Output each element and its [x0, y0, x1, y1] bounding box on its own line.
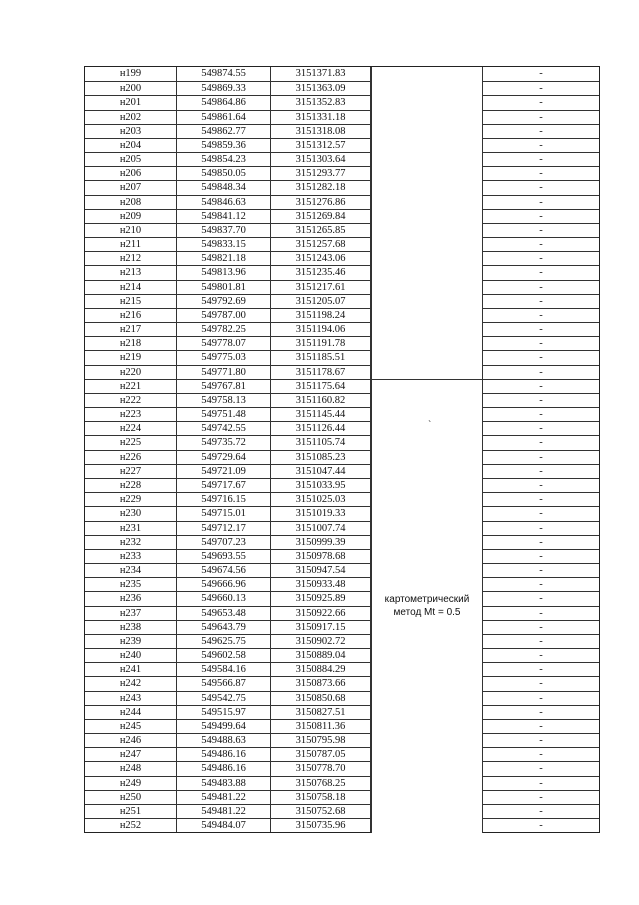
point-id-cell: н220	[85, 366, 177, 379]
y-coordinate-cell: 3150778.70	[271, 762, 371, 775]
x-coordinate-cell: 549488.63	[177, 734, 271, 747]
y-coordinate-cell: 3151282.18	[271, 181, 371, 194]
point-id-cell: н211	[85, 238, 177, 251]
y-coordinate-cell: 3151265.85	[271, 224, 371, 237]
x-coordinate-cell: 549758.13	[177, 394, 271, 407]
point-id-cell: н228	[85, 479, 177, 492]
coordinates-table	[84, 66, 600, 833]
x-coordinate-cell: 549602.58	[177, 649, 271, 662]
y-coordinate-cell: 3151198.24	[271, 309, 371, 322]
point-id-cell: н219	[85, 351, 177, 364]
remark-cell: -	[539, 763, 543, 775]
table-row	[85, 606, 599, 620]
remark-cell: -	[539, 380, 543, 392]
point-id-cell: н213	[85, 266, 177, 279]
x-coordinate-cell: 549735.72	[177, 436, 271, 449]
x-coordinate-cell: 549850.05	[177, 167, 271, 180]
point-id-cell: н252	[85, 819, 177, 832]
x-coordinate-cell: 549837.70	[177, 224, 271, 237]
remark-cell: -	[539, 83, 543, 95]
y-coordinate-cell: 3150795.98	[271, 734, 371, 747]
y-coordinate-cell: 3150735.96	[271, 819, 371, 832]
table-row	[85, 195, 599, 209]
remark-cell: -	[539, 650, 543, 662]
remark-cell: -	[539, 68, 543, 79]
table-row	[85, 67, 599, 81]
point-id-cell: н229	[85, 493, 177, 506]
y-coordinate-cell: 3150850.68	[271, 692, 371, 705]
table-row	[85, 804, 599, 818]
table-row	[85, 251, 599, 265]
x-coordinate-cell: 549666.96	[177, 578, 271, 591]
y-coordinate-cell: 3150917.15	[271, 621, 371, 634]
x-coordinate-cell: 549782.25	[177, 323, 271, 336]
table-row	[85, 223, 599, 237]
point-id-cell: н201	[85, 96, 177, 109]
remark-cell: -	[539, 805, 543, 817]
x-coordinate-cell: 549787.00	[177, 309, 271, 322]
x-coordinate-cell: 549715.01	[177, 507, 271, 520]
point-id-cell: н210	[85, 224, 177, 237]
point-id-cell: н200	[85, 82, 177, 95]
y-coordinate-cell: 3150884.29	[271, 663, 371, 676]
remark-cell: -	[539, 678, 543, 690]
x-coordinate-cell: 549854.23	[177, 153, 271, 166]
table-row	[85, 818, 599, 832]
remark-cell: -	[539, 522, 543, 534]
table-row	[85, 549, 599, 563]
table-row	[85, 180, 599, 194]
point-id-cell: н251	[85, 805, 177, 818]
point-id-cell: н226	[85, 451, 177, 464]
point-id-cell: н212	[85, 252, 177, 265]
y-coordinate-cell: 3151257.68	[271, 238, 371, 251]
point-id-cell: н202	[85, 111, 177, 124]
point-id-cell: н217	[85, 323, 177, 336]
x-coordinate-cell: 549848.34	[177, 181, 271, 194]
table-row	[85, 591, 599, 605]
remark-cell: -	[539, 309, 543, 321]
y-coordinate-cell: 3151007.74	[271, 522, 371, 535]
y-coordinate-cell: 3150978.68	[271, 550, 371, 563]
table-row	[85, 506, 599, 520]
x-coordinate-cell: 549778.07	[177, 337, 271, 350]
x-coordinate-cell: 549861.64	[177, 111, 271, 124]
point-id-cell: н203	[85, 125, 177, 138]
method-cell-lower	[371, 379, 483, 833]
remark-cell: -	[539, 210, 543, 222]
point-id-cell: н236	[85, 592, 177, 605]
x-coordinate-cell: 549833.15	[177, 238, 271, 251]
table-row	[85, 209, 599, 223]
point-id-cell: н208	[85, 196, 177, 209]
y-coordinate-cell: 3151235.46	[271, 266, 371, 279]
remark-cell: -	[539, 635, 543, 647]
table-row	[85, 790, 599, 804]
point-id-cell: н245	[85, 720, 177, 733]
remark-cell: -	[539, 423, 543, 435]
x-coordinate-cell: 549801.81	[177, 281, 271, 294]
x-coordinate-cell: 549625.75	[177, 635, 271, 648]
y-coordinate-cell: 3151191.78	[271, 337, 371, 350]
x-coordinate-cell: 549643.79	[177, 621, 271, 634]
y-coordinate-cell: 3151276.86	[271, 196, 371, 209]
remark-cell: -	[539, 295, 543, 307]
point-id-cell: н199	[85, 67, 177, 81]
point-id-cell: н230	[85, 507, 177, 520]
remark-cell: -	[539, 508, 543, 520]
x-coordinate-cell: 549792.69	[177, 295, 271, 308]
y-coordinate-cell: 3151269.84	[271, 210, 371, 223]
x-coordinate-cell: 549584.16	[177, 663, 271, 676]
y-coordinate-cell: 3150752.68	[271, 805, 371, 818]
x-coordinate-cell: 549483.88	[177, 777, 271, 790]
y-coordinate-cell: 3151175.64	[271, 380, 371, 393]
remark-cell: -	[539, 366, 543, 378]
x-coordinate-cell: 549751.48	[177, 408, 271, 421]
remark-cell: -	[539, 324, 543, 336]
y-coordinate-cell: 3150827.51	[271, 706, 371, 719]
table-row	[85, 676, 599, 690]
table-row	[85, 166, 599, 180]
remark-cell: -	[539, 409, 543, 421]
table-row	[85, 577, 599, 591]
point-id-cell: н224	[85, 422, 177, 435]
table-row	[85, 393, 599, 407]
point-id-cell: н222	[85, 394, 177, 407]
remark-cell: -	[539, 224, 543, 236]
point-id-cell: н244	[85, 706, 177, 719]
x-coordinate-cell: 549566.87	[177, 677, 271, 690]
point-id-cell: н239	[85, 635, 177, 648]
x-coordinate-cell: 549712.17	[177, 522, 271, 535]
y-coordinate-cell: 3150933.48	[271, 578, 371, 591]
table-row	[85, 634, 599, 648]
x-coordinate-cell: 549660.13	[177, 592, 271, 605]
point-id-cell: н235	[85, 578, 177, 591]
x-coordinate-cell: 549486.16	[177, 762, 271, 775]
x-coordinate-cell: 549484.07	[177, 819, 271, 832]
point-id-cell: н204	[85, 139, 177, 152]
x-coordinate-cell: 549486.16	[177, 748, 271, 761]
y-coordinate-cell: 3151025.03	[271, 493, 371, 506]
remark-cell: -	[539, 394, 543, 406]
point-id-cell: н232	[85, 536, 177, 549]
table-row	[85, 407, 599, 421]
remark-cell: -	[539, 791, 543, 803]
point-id-cell: н234	[85, 564, 177, 577]
y-coordinate-cell: 3150758.18	[271, 791, 371, 804]
table-row	[85, 492, 599, 506]
point-id-cell: н243	[85, 692, 177, 705]
table-row	[85, 761, 599, 775]
remark-cell: -	[539, 154, 543, 166]
point-id-cell: н207	[85, 181, 177, 194]
remark-cell: -	[539, 338, 543, 350]
remark-cell: -	[539, 735, 543, 747]
x-coordinate-cell: 549841.12	[177, 210, 271, 223]
y-coordinate-cell: 3151126.44	[271, 422, 371, 435]
table-row	[85, 747, 599, 761]
table-row	[85, 620, 599, 634]
table-row	[85, 563, 599, 577]
remark-cell: -	[539, 253, 543, 265]
stray-mark: `	[428, 419, 432, 431]
y-coordinate-cell: 3150902.72	[271, 635, 371, 648]
method-label-line1: картометрический	[384, 594, 470, 606]
remark-cell: -	[539, 565, 543, 577]
y-coordinate-cell: 3151145.44	[271, 408, 371, 421]
table-row	[85, 535, 599, 549]
table-row	[85, 138, 599, 152]
remark-cell: -	[539, 451, 543, 463]
point-id-cell: н246	[85, 734, 177, 747]
table-row	[85, 280, 599, 294]
table-row	[85, 308, 599, 322]
point-id-cell: н250	[85, 791, 177, 804]
x-coordinate-cell: 549499.64	[177, 720, 271, 733]
x-coordinate-cell: 549771.80	[177, 366, 271, 379]
point-id-cell: н238	[85, 621, 177, 634]
remark-cell: -	[539, 239, 543, 251]
y-coordinate-cell: 3151217.61	[271, 281, 371, 294]
table-row	[85, 691, 599, 705]
table-row	[85, 322, 599, 336]
remark-cell: -	[539, 749, 543, 761]
y-coordinate-cell: 3150999.39	[271, 536, 371, 549]
remark-cell: -	[539, 621, 543, 633]
y-coordinate-cell: 3151312.57	[271, 139, 371, 152]
table-row	[85, 265, 599, 279]
table-row	[85, 124, 599, 138]
table-row	[85, 450, 599, 464]
point-id-cell: н247	[85, 748, 177, 761]
table-row	[85, 478, 599, 492]
point-id-cell: н218	[85, 337, 177, 350]
table-row	[85, 733, 599, 747]
remark-cell: -	[539, 111, 543, 123]
remark-cell: -	[539, 267, 543, 279]
remark-cell: -	[539, 125, 543, 137]
remark-cell: -	[539, 281, 543, 293]
y-coordinate-cell: 3151293.77	[271, 167, 371, 180]
remark-cell: -	[539, 168, 543, 180]
table-row	[85, 95, 599, 109]
point-id-cell: н240	[85, 649, 177, 662]
point-id-cell: н248	[85, 762, 177, 775]
x-coordinate-cell: 549859.36	[177, 139, 271, 152]
remark-cell: -	[539, 97, 543, 109]
y-coordinate-cell: 3150925.89	[271, 592, 371, 605]
table-row	[85, 776, 599, 790]
remark-cell: -	[539, 720, 543, 732]
remark-cell: -	[539, 465, 543, 477]
table-row	[85, 294, 599, 308]
y-coordinate-cell: 3151085.23	[271, 451, 371, 464]
point-id-cell: н221	[85, 380, 177, 393]
point-id-cell: н209	[85, 210, 177, 223]
table-row	[85, 648, 599, 662]
remark-cell: -	[539, 494, 543, 506]
table-body	[85, 67, 599, 832]
y-coordinate-cell: 3151371.83	[271, 67, 371, 81]
remark-cell: -	[539, 593, 543, 605]
y-coordinate-cell: 3150787.05	[271, 748, 371, 761]
table-row	[85, 152, 599, 166]
y-coordinate-cell: 3150922.66	[271, 607, 371, 620]
remark-cell: -	[539, 182, 543, 194]
remark-cell: -	[539, 607, 543, 619]
remark-cell: -	[539, 437, 543, 449]
point-id-cell: н216	[85, 309, 177, 322]
point-id-cell: н205	[85, 153, 177, 166]
x-coordinate-cell: 549721.09	[177, 465, 271, 478]
y-coordinate-cell: 3150873.66	[271, 677, 371, 690]
y-coordinate-cell: 3151363.09	[271, 82, 371, 95]
point-id-cell: н215	[85, 295, 177, 308]
x-coordinate-cell: 549515.97	[177, 706, 271, 719]
y-coordinate-cell: 3151105.74	[271, 436, 371, 449]
table-row	[85, 237, 599, 251]
point-id-cell: н231	[85, 522, 177, 535]
table-row	[85, 435, 599, 449]
x-coordinate-cell: 549707.23	[177, 536, 271, 549]
point-id-cell: н249	[85, 777, 177, 790]
remark-cell: -	[539, 664, 543, 676]
y-coordinate-cell: 3150889.04	[271, 649, 371, 662]
x-coordinate-cell: 549717.67	[177, 479, 271, 492]
point-id-cell: н223	[85, 408, 177, 421]
table-row	[85, 705, 599, 719]
remark-cell: -	[539, 536, 543, 548]
y-coordinate-cell: 3151185.51	[271, 351, 371, 364]
table-row	[85, 464, 599, 478]
x-coordinate-cell: 549693.55	[177, 550, 271, 563]
table-row	[85, 719, 599, 733]
y-coordinate-cell: 3151318.08	[271, 125, 371, 138]
y-coordinate-cell: 3151331.18	[271, 111, 371, 124]
point-id-cell: н225	[85, 436, 177, 449]
x-coordinate-cell: 549729.64	[177, 451, 271, 464]
x-coordinate-cell: 549653.48	[177, 607, 271, 620]
y-coordinate-cell: 3151047.44	[271, 465, 371, 478]
method-label-line2: метод Mt = 0.5	[393, 607, 461, 619]
x-coordinate-cell: 549813.96	[177, 266, 271, 279]
table-row	[85, 379, 599, 393]
y-coordinate-cell: 3151303.64	[271, 153, 371, 166]
x-coordinate-cell: 549775.03	[177, 351, 271, 364]
y-coordinate-cell: 3150768.25	[271, 777, 371, 790]
y-coordinate-cell: 3151243.06	[271, 252, 371, 265]
x-coordinate-cell: 549862.77	[177, 125, 271, 138]
y-coordinate-cell: 3150947.54	[271, 564, 371, 577]
remark-cell: -	[539, 820, 543, 832]
remark-cell: -	[539, 706, 543, 718]
x-coordinate-cell: 549481.22	[177, 805, 271, 818]
remark-cell: -	[539, 579, 543, 591]
table-row	[85, 336, 599, 350]
point-id-cell: н237	[85, 607, 177, 620]
y-coordinate-cell: 3151033.95	[271, 479, 371, 492]
table-row	[85, 662, 599, 676]
remark-cell: -	[539, 196, 543, 208]
x-coordinate-cell: 549674.56	[177, 564, 271, 577]
point-id-cell: н241	[85, 663, 177, 676]
table-row	[85, 365, 599, 379]
point-id-cell: н206	[85, 167, 177, 180]
x-coordinate-cell: 549542.75	[177, 692, 271, 705]
x-coordinate-cell: 549864.86	[177, 96, 271, 109]
x-coordinate-cell: 549742.55	[177, 422, 271, 435]
point-id-cell: н233	[85, 550, 177, 563]
remark-cell: -	[539, 550, 543, 562]
y-coordinate-cell: 3151194.06	[271, 323, 371, 336]
y-coordinate-cell: 3151160.82	[271, 394, 371, 407]
x-coordinate-cell: 549846.63	[177, 196, 271, 209]
remark-cell: -	[539, 139, 543, 151]
y-coordinate-cell: 3151205.07	[271, 295, 371, 308]
table-row	[85, 350, 599, 364]
y-coordinate-cell: 3151352.83	[271, 96, 371, 109]
table-row	[85, 421, 599, 435]
method-cell-upper	[371, 67, 483, 379]
point-id-cell: н214	[85, 281, 177, 294]
point-id-cell: н242	[85, 677, 177, 690]
remark-cell: -	[539, 479, 543, 491]
point-id-cell: н227	[85, 465, 177, 478]
table-row	[85, 110, 599, 124]
x-coordinate-cell: 549481.22	[177, 791, 271, 804]
x-coordinate-cell: 549716.15	[177, 493, 271, 506]
y-coordinate-cell: 3150811.36	[271, 720, 371, 733]
x-coordinate-cell: 549874.55	[177, 67, 271, 81]
remark-cell: -	[539, 352, 543, 364]
table-row	[85, 521, 599, 535]
remark-cell: -	[539, 692, 543, 704]
y-coordinate-cell: 3151178.67	[271, 366, 371, 379]
x-coordinate-cell: 549869.33	[177, 82, 271, 95]
x-coordinate-cell: 549767.81	[177, 380, 271, 393]
x-coordinate-cell: 549821.18	[177, 252, 271, 265]
y-coordinate-cell: 3151019.33	[271, 507, 371, 520]
table-row	[85, 81, 599, 95]
remark-cell: -	[539, 777, 543, 789]
